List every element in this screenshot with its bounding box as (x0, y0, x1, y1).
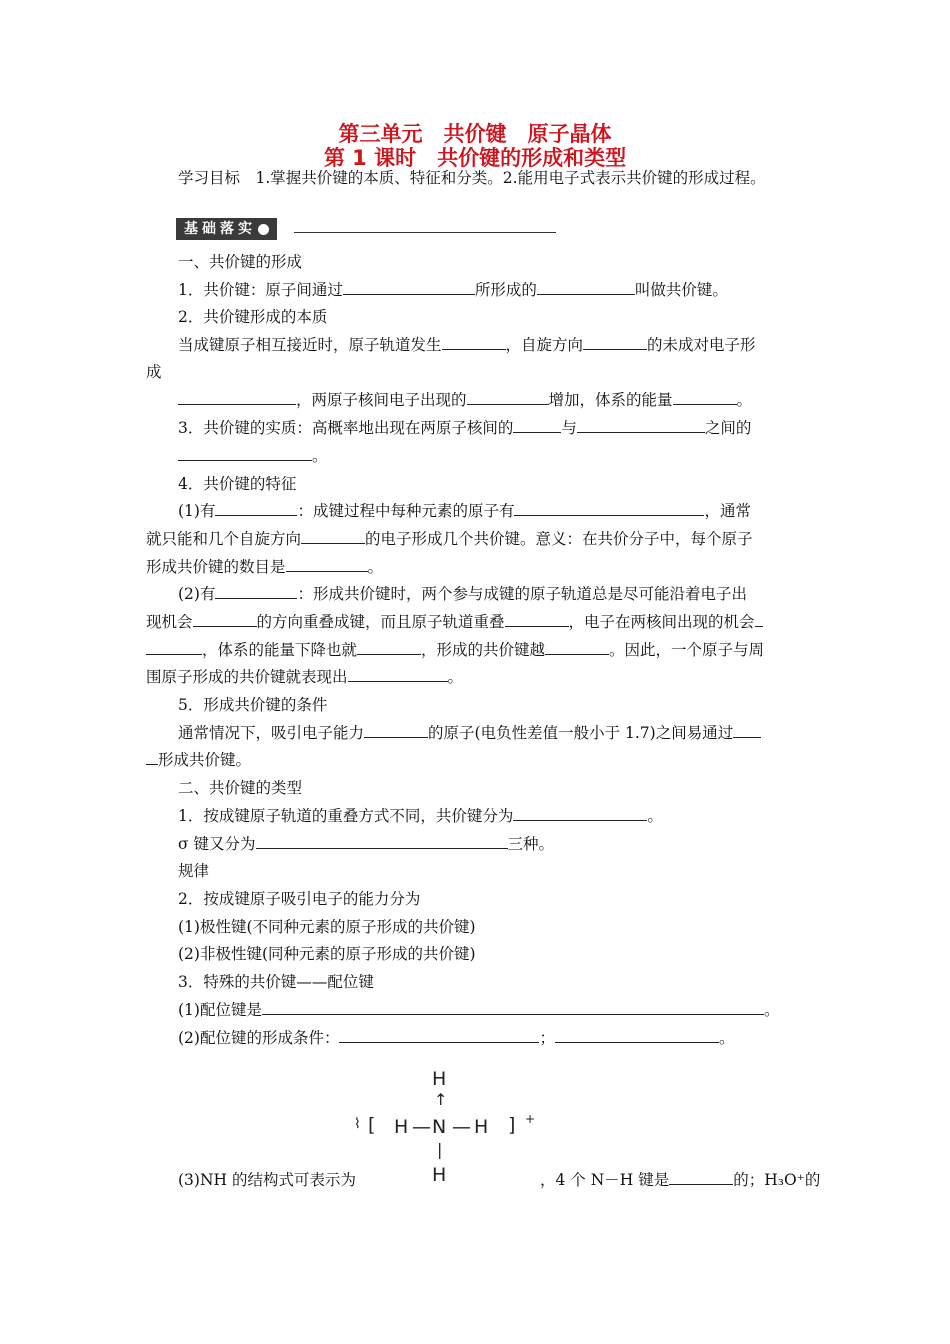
section-heading-1: 一、共价键的形成 (178, 253, 303, 271)
charge-sign: + (525, 1112, 536, 1126)
text-line: 成 (146, 363, 162, 381)
text-line: (3)NH 的结构式可表示为 (178, 1171, 356, 1189)
text-line: (1)配位键是 。 (178, 1001, 780, 1019)
text-line: 3．共价键的实质：高概率地出现在两原子核间的 与 之间的 (178, 419, 752, 437)
text-line: (2)非极性键(同种元素的原子形成的共价键) (178, 945, 476, 963)
bracket-left: [ (368, 1114, 376, 1136)
atom-h-top: H (432, 1068, 447, 1090)
text-line: 就只能和几个自旋方向 的电子形成几个共价键。意义：在共价分子中，每个原子 (146, 530, 753, 548)
text-line: (1)有 ：成键过程中每种元素的原子有 ，通常 (178, 502, 751, 520)
text-line: (2)配位键的形成条件： ； 。 (178, 1029, 735, 1047)
text-line: 4．共价键的特征 (178, 475, 297, 493)
text-line: σ 键又分为 三种。 (178, 835, 555, 853)
section-badge (176, 218, 277, 240)
atom-h-right: H (474, 1116, 489, 1138)
text-line: (2)有 ：形成共价键时，两个参与成键的原子轨道总是尽可能沿着电子出 (178, 585, 747, 603)
text-line: 规律 (178, 862, 210, 880)
text-line: 当成键原子相互接近时，原子轨道发生 ，自旋方向 的未成对电子形 (178, 336, 756, 354)
text-line: 。 (178, 446, 328, 466)
atom-h-bottom: H (432, 1164, 447, 1186)
text-line: 形成共价键。 (146, 750, 251, 770)
coordinate-arrow-icon: ↑ (434, 1090, 448, 1109)
text-line: 围原子形成的共价键就表现出 。 (146, 668, 464, 686)
text-line: (1)极性键(不同种元素的原子形成的共价键) (178, 918, 476, 936)
bond-right: — (452, 1116, 471, 1138)
text-line: 2．按成键原子吸引电子的能力分为 (178, 890, 421, 908)
section-heading-2: 二、共价键的类型 (178, 779, 303, 797)
bullet-icon (258, 224, 269, 235)
text-line: 1．共价键：原子间通过 所形成的 叫做共价键。 (178, 281, 728, 299)
stray-mark: ⌇ (354, 1116, 361, 1132)
section-rule (294, 232, 556, 233)
text-line: 1．按成键原子轨道的重叠方式不同，共价键分为 。 (178, 807, 663, 825)
text-line: 形成共价键的数目是 。 (146, 558, 384, 576)
text-line: 3．特殊的共价键——配位键 (178, 973, 374, 991)
atom-n: N (432, 1116, 447, 1138)
text-line: 2．共价键形成的本质 (178, 308, 328, 326)
unit-title: 第三单元 共价键 原子晶体 (338, 122, 612, 146)
text-line: 通常情况下，吸引电子能力 的原子(电负性差值一般小于 1.7)之间易通过 (178, 723, 761, 743)
learning-objectives: 学习目标 1.掌握共价键的本质、特征和分类。2.能用电子式表示共价键的形成过程。 (178, 169, 766, 187)
text-line: 5．形成共价键的条件 (178, 696, 328, 714)
text-line: 现机会 的方向重叠成键，而且原子轨道重叠 ，电子在两核间出现的机会 (146, 612, 763, 632)
bond-left: — (412, 1116, 431, 1138)
text-line: ，体系的能量下降也就 ，形成的共价键越 。因此，一个原子与周 (146, 640, 764, 660)
lesson-title: 第 1 课时 共价键的形成和类型 (323, 146, 627, 170)
text-line: ，4 个 N－H 键是 的；H₃O⁺的 (540, 1171, 821, 1189)
bracket-right: ] (508, 1114, 516, 1136)
atom-h-left: H (394, 1116, 409, 1138)
bond-bottom: | (437, 1140, 443, 1159)
section-badge-label: 基础落实 (184, 221, 256, 237)
text-line: ，两原子核间电子出现的 增加，体系的能量 。 (178, 390, 752, 410)
